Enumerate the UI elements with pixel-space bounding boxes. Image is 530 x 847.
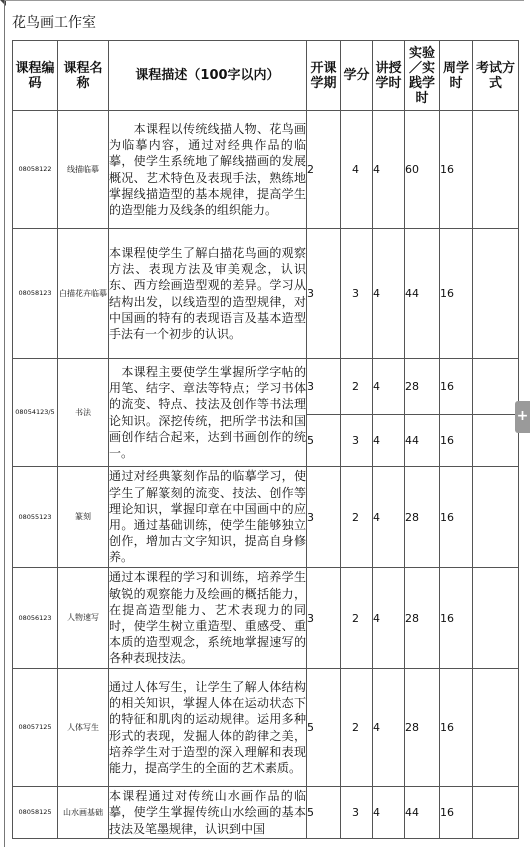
- course-semester: 3: [307, 568, 341, 669]
- course-desc: 本课程以传统线描人物、花鸟画为临摹内容，通过对经典作品的临摹，使学生系统地了解线描画的发展概况、艺术特色及表现手法，熟练地掌握线描造型的基本规律，提高学生的造型能力及线条的组织能力。: [109, 111, 307, 229]
- course-credit: 3: [341, 415, 373, 467]
- table-row: [13, 467, 519, 568]
- side-expand-tab[interactable]: [515, 401, 530, 433]
- course-weekly-hours: 16: [440, 415, 473, 467]
- course-weekly-hours: 16: [440, 359, 473, 415]
- course-weekly-hours: 16: [440, 229, 473, 359]
- course-semester: 5: [307, 787, 341, 839]
- course-semester: 5: [307, 669, 341, 787]
- header-credit: 学分: [341, 41, 373, 111]
- table-row: [13, 669, 519, 787]
- course-credit: 2: [341, 568, 373, 669]
- course-teach-hours: 4: [373, 787, 405, 839]
- table-row: [13, 229, 519, 359]
- course-code: 08056123: [13, 568, 58, 669]
- top-border: [4, 0, 524, 1]
- course-credit: 2: [341, 359, 373, 415]
- course-table: [12, 40, 519, 839]
- course-name: 书法: [58, 359, 109, 467]
- course-teach-hours: 4: [373, 359, 405, 415]
- course-desc: 通过人体写生，让学生了解人体结构的相关知识，掌握人体在运动状态下的特征和肌肉的运动规律。运用多种形式的表现，发掘人体的韵律之美，培养学生对于造型的深入理解和表现能力，提高学生的全面的艺术素质。: [109, 669, 307, 787]
- course-practice-hours: 44: [405, 229, 440, 359]
- course-teach-hours: 4: [373, 467, 405, 568]
- table-row: [13, 359, 519, 415]
- course-name: 篆刻: [58, 467, 109, 568]
- header-exam: 考试方式: [473, 41, 519, 111]
- course-weekly-hours: 16: [440, 467, 473, 568]
- course-practice-hours: 28: [405, 568, 440, 669]
- course-credit: 3: [341, 787, 373, 839]
- course-semester: 2: [307, 111, 341, 229]
- course-semester: 3: [307, 229, 341, 359]
- plus-icon: +: [516, 408, 529, 424]
- course-semester: 3: [307, 359, 341, 415]
- course-code: 08058122: [13, 111, 58, 229]
- course-exam: [473, 467, 519, 568]
- course-code: 08054123/5: [13, 359, 58, 467]
- course-teach-hours: 4: [373, 568, 405, 669]
- course-exam: [473, 787, 519, 839]
- course-exam: [473, 359, 519, 415]
- table-row: [13, 787, 519, 839]
- course-practice-hours: 28: [405, 669, 440, 787]
- course-practice-hours: 44: [405, 787, 440, 839]
- course-teach-hours: 4: [373, 111, 405, 229]
- course-code: 08058123: [13, 229, 58, 359]
- course-credit: 2: [341, 669, 373, 787]
- course-desc: 本课程使学生了解白描花鸟画的观察方法、表现方法及审美观念，认识东、西方绘画造型观的差异。学习从结构出发，以线造型的造型规律，对中国画的特有的表现语言及基本造型手法有一个初步的认识。: [109, 229, 307, 359]
- course-name: 线描临摹: [58, 111, 109, 229]
- course-practice-hours: 44: [405, 415, 440, 467]
- header-weekly-hours: 周学时: [440, 41, 473, 111]
- course-exam: [473, 669, 519, 787]
- course-exam: [473, 415, 519, 467]
- course-weekly-hours: 16: [440, 111, 473, 229]
- header-code: 课程编码: [13, 41, 58, 111]
- header-practice-hours: 实验／实践学时: [405, 41, 440, 111]
- course-exam: [473, 568, 519, 669]
- course-desc: 通过对经典篆刻作品的临摹学习，使学生了解篆刻的流变、技法、创作等理论知识，掌握印章在中国画中的应用。通过基础训练，使学生能够独立创作，增加古文字知识，提高自身修养。: [109, 467, 307, 568]
- course-desc: 本课程主要使学生掌握所学字帖的用笔、结字、章法等特点；学习书体的流变、特点、技法及创作等书法理论知识。深挖传统，把所学书法和国画创作结合起来，达到书画创作的统一。: [109, 359, 307, 467]
- header-row: [13, 41, 519, 111]
- course-name: 白描花卉临摹: [58, 229, 109, 359]
- course-credit: 2: [341, 467, 373, 568]
- table-row: [13, 568, 519, 669]
- header-teach-hours: 讲授学时: [373, 41, 405, 111]
- course-exam: [473, 111, 519, 229]
- course-desc: 通过本课程的学习和训练，培养学生敏锐的观察能力及绘画的概括能力，在提高造型能力、艺术表现力的同时，使学生树立重造型、重感受、重本质的造型观念，系统地掌握速写的各种表现技法。: [109, 568, 307, 669]
- course-teach-hours: 4: [373, 229, 405, 359]
- course-credit: 3: [341, 229, 373, 359]
- course-weekly-hours: 16: [440, 568, 473, 669]
- course-name: 人体写生: [58, 669, 109, 787]
- course-desc: 本课程通过对传统山水画作品的临摹，使学生掌握传统山水绘画的基本技法及笔墨规律，认识到中国: [109, 787, 307, 839]
- course-code: 08055123: [13, 467, 58, 568]
- header-semester: 开课学期: [307, 41, 341, 111]
- course-teach-hours: 4: [373, 669, 405, 787]
- course-exam: [473, 229, 519, 359]
- page-title: 花鸟画工作室: [12, 15, 96, 31]
- course-code: 08057125: [13, 669, 58, 787]
- course-code: 08058125: [13, 787, 58, 839]
- course-name: 人物速写: [58, 568, 109, 669]
- course-weekly-hours: 16: [440, 669, 473, 787]
- course-credit: 4: [341, 111, 373, 229]
- course-weekly-hours: 16: [440, 787, 473, 839]
- table-row: [13, 111, 519, 229]
- course-name: 山水画基础: [58, 787, 109, 839]
- course-teach-hours: 4: [373, 415, 405, 467]
- course-semester: 5: [307, 415, 341, 467]
- left-border: [4, 0, 5, 847]
- course-practice-hours: 60: [405, 111, 440, 229]
- header-desc: 课程描述（100字以内）: [109, 41, 307, 111]
- header-name: 课程名称: [58, 41, 109, 111]
- course-practice-hours: 28: [405, 467, 440, 568]
- course-semester: 3: [307, 467, 341, 568]
- course-practice-hours: 28: [405, 359, 440, 415]
